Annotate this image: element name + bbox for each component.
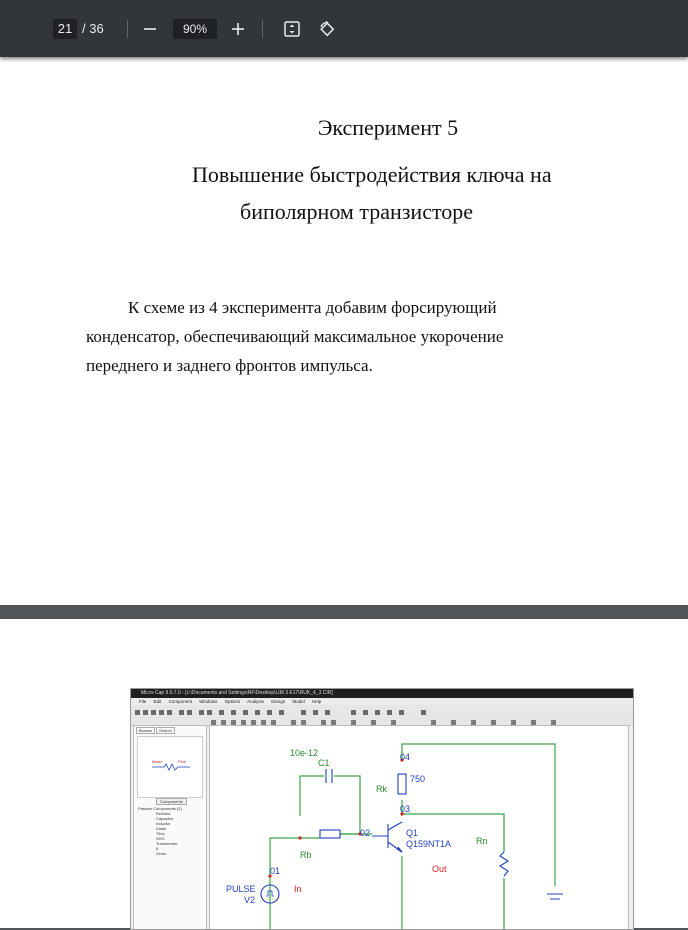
fit-page-icon [283, 20, 301, 38]
rk-value-label: 750 [410, 774, 426, 784]
app-title-bar: Micro-Cap 9.0.7.0 - [c:\Documents and Settings\RF\Desktop\LIM 3 E17\RUK_4_3.CIR] [131, 689, 633, 698]
paragraph-line: конденсатор, обеспечивающий максимальное укорочение [86, 327, 504, 346]
menu-item: Analysis [247, 699, 264, 704]
component-list [156, 811, 178, 856]
schematic-diagram [210, 726, 628, 930]
minus-icon [143, 22, 157, 36]
transistor-q1 [372, 822, 402, 852]
list-item[interactable]: Inductor [156, 821, 171, 826]
menu-item: Component [168, 699, 192, 704]
menu-item: Edit [153, 699, 162, 704]
transistor-arrow [397, 847, 402, 852]
in-label: In [294, 884, 302, 894]
zoom-out-button[interactable] [136, 15, 164, 43]
embedded-screenshot [130, 688, 634, 930]
rn-name-label: Rn [476, 836, 488, 846]
source-type-label: PULSE [226, 884, 256, 894]
pdf-page [0, 619, 688, 928]
list-item[interactable]: Diode [156, 826, 167, 831]
preview-label: Meter [152, 759, 163, 764]
list-item[interactable]: Tline [156, 831, 165, 836]
tab-search[interactable]: Search [156, 727, 175, 734]
transistor-model-label: Q159NT1A [406, 839, 452, 849]
page-number-input[interactable]: 21 [53, 19, 77, 39]
battery [547, 894, 563, 899]
list-item[interactable]: Capacitor [156, 816, 174, 821]
resistor-rb [320, 830, 340, 838]
capacitor-c1 [326, 769, 332, 783]
pdf-page [0, 57, 688, 605]
fit-page-button[interactable] [278, 15, 306, 43]
menu-item: Design [271, 699, 286, 704]
experiment-title: Эксперимент 5 [317, 115, 459, 140]
menu-item: Help [312, 699, 322, 704]
menu-item: File [139, 699, 147, 704]
source-name-label: V2 [244, 895, 256, 905]
menu-item: Windows [199, 699, 218, 704]
node-label: 03 [400, 804, 411, 814]
rotate-icon [318, 20, 336, 38]
toolbar-divider [127, 20, 128, 38]
transistor-name-label: Q1 [406, 828, 419, 838]
out-label: Out [432, 864, 447, 874]
rotate-button[interactable] [313, 15, 341, 43]
tab-browse[interactable]: Browse [136, 727, 155, 734]
component-group[interactable]: Passive Components (2) [138, 806, 182, 811]
list-item[interactable]: SHG [156, 836, 165, 841]
cap-value-label: 10e-12 [290, 748, 319, 758]
subtitle-line-2: биполярном транзисторе [240, 199, 474, 224]
preview-symbol [138, 737, 202, 797]
rb-name-label: Rb [300, 850, 312, 860]
cap-name-label: C1 [318, 758, 330, 768]
zoom-in-button[interactable] [224, 15, 252, 43]
list-item[interactable]: K [156, 846, 159, 851]
plus-icon [231, 22, 245, 36]
rk-name-label: Rk [376, 784, 387, 794]
pdf-toolbar [0, 0, 688, 57]
resistor-rk [398, 774, 406, 794]
paragraph-line: переднего и заднего фронтов импульса. [86, 356, 373, 375]
node-label: 01 [270, 866, 281, 876]
resistor-rn [500, 852, 508, 876]
toolbar-divider [262, 20, 263, 38]
node-label: 02 [360, 828, 371, 838]
list-item[interactable]: Zener [156, 851, 167, 856]
menu-item: Options [224, 699, 241, 704]
component-panel [133, 725, 207, 930]
schematic-canvas[interactable] [209, 725, 629, 930]
component-preview [137, 736, 203, 798]
subtitle-line-1: Повышение быстродействия ключа на [192, 162, 552, 187]
paragraph-line: К схеме из 4 эксперимента добавим форсирующий [128, 298, 497, 317]
list-item[interactable]: Resistor [156, 811, 171, 816]
list-item[interactable]: Transformer [156, 841, 178, 846]
app-menu-bar [131, 698, 633, 705]
page-total: / 36 [82, 21, 104, 36]
components-button[interactable]: Components [156, 798, 187, 805]
node-label: 04 [400, 752, 411, 762]
menu-item: Model [292, 699, 305, 704]
body-paragraph [86, 293, 606, 380]
preview-label: Plus [178, 759, 186, 764]
zoom-input[interactable]: 90% [173, 19, 217, 39]
